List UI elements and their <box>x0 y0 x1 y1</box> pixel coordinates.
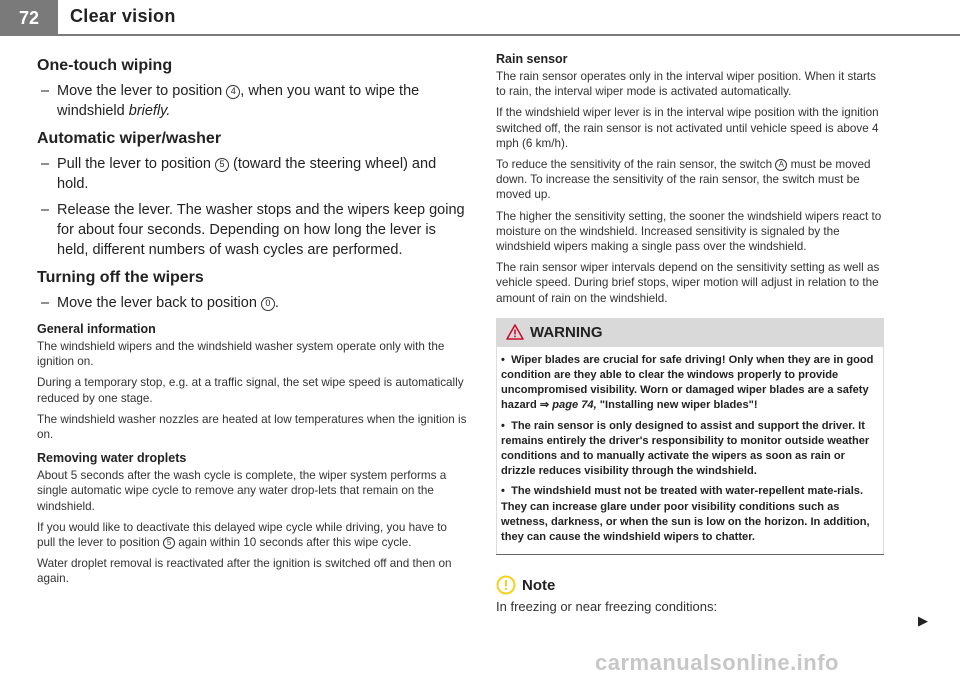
warning-body <box>496 347 884 554</box>
paragraph: About 5 seconds after the wash cycle is complete, the wiper system performs a single automatic wipe cycle to remove any water drop-lets that remain on the windshield. <box>37 469 447 513</box>
warning-bullet: • The rain sensor is only designed to assist and support the driver. It remains entirely the driver's responsibility to monitor outside weather conditions and to manually activate the wipers as soon as rain or drizzle reduces visibility through the windshield. <box>501 419 870 478</box>
page-number: 72 <box>0 0 58 36</box>
note-text: In freezing or near freezing conditions: <box>496 599 718 615</box>
paragraph-text: To reduce the sensitivity of the rain sensor, the switch <box>496 158 773 172</box>
list-item <box>37 81 467 121</box>
arrow-icon: ⇒ <box>539 399 550 412</box>
paragraph: Water droplet removal is reactivated after the ignition is switched off and then on again. <box>37 557 452 586</box>
paragraph-text: again within 10 seconds after this wipe cycle. <box>178 536 412 550</box>
note-header <box>496 575 886 595</box>
position-0-marker: 0 <box>261 297 275 311</box>
left-column <box>37 48 467 593</box>
warning-header <box>496 318 884 347</box>
one-touch-list <box>37 81 467 121</box>
warning-bullet: • The windshield must not be treated with water-repellent mate-rials. They can increase glare under poor visibility conditions such as wetness, darkness, or when the sun is low on the horizon. In addition, they can cause the windshield wipers to chatter. <box>501 485 870 544</box>
turning-off-list <box>37 293 467 313</box>
paragraph-text: must be moved down. To increase the sensitivity of the rain sensor, the switch must be moved up. <box>496 158 871 202</box>
item-emphasis: briefly. <box>128 103 171 119</box>
warning-box <box>496 318 884 555</box>
paragraph: The rain sensor wiper intervals depend on the sensitivity setting as well as vehicle speed. During brief stops, wiper motion will adjust in relation to the amount of rain on the windshield. <box>496 261 880 305</box>
warning-text: Wiper blades are crucial for safe driving! Only when they are in good condition are they able to clear the windows properly to provide uncompromised visibility. Worn or damaged wiper blades are a safety hazard <box>501 353 874 412</box>
list-item <box>37 154 467 194</box>
auto-wiper-list <box>37 154 467 260</box>
paragraph: The windshield washer nozzles are heated at low temperatures when the ignition is on. <box>37 412 467 442</box>
item-text: Move the lever back to position <box>57 295 257 311</box>
watermark: carmanualsonline.info <box>595 650 839 675</box>
item-text: (toward the steering wheel) and hold. <box>57 156 437 192</box>
position-5-marker: 5 <box>163 537 175 549</box>
paragraph <box>496 157 886 203</box>
heading-rain-sensor: Rain sensor <box>496 52 568 66</box>
section-title: Clear vision <box>70 6 176 26</box>
continue-arrow-icon: ▶ <box>918 613 928 628</box>
right-column <box>496 48 886 614</box>
note-exclamation-icon <box>496 575 516 595</box>
warning-text: The rain sensor is only designed to assist and support the driver. It remains entirely the driver's responsibility to monitor outside weather conditions and to manually activate the wipers as soon as rain or drizzle reduces visibility through the windshield. <box>501 419 870 478</box>
paragraph: The rain sensor operates only in the interval wiper position. When it starts to rain, the interval wiper mode is activated automatically. <box>496 70 877 99</box>
item-text: . <box>274 295 279 311</box>
heading-removing-droplets: Removing water droplets <box>37 451 187 466</box>
list-item <box>37 293 467 313</box>
warning-text: "Installing new wiper blades"! <box>599 399 758 412</box>
item-text: , when you want to wipe the windshield <box>57 83 420 119</box>
position-4-marker: 4 <box>226 85 240 99</box>
page-link[interactable]: page 74, <box>552 399 597 412</box>
switch-a-marker: A <box>775 159 787 171</box>
heading-automatic-wiper: Automatic wiper/washer <box>37 130 222 147</box>
warning-text: The windshield must not be treated with water-repellent mate-rials. They can increase glare under poor visibility conditions such as wetness, darkness, or when the sun is low on the horizon. In addition, they can cause the windshield wipers to chatter. <box>501 485 870 544</box>
paragraph: The higher the sensitivity setting, the sooner the windshield wipers react to moisture on the windshield. Increased sensitivity is signaled by the windshield wipers making a single pass over the windshield. <box>496 209 882 254</box>
paragraph-text: If you would like to deactivate this delayed wipe cycle while driving, you have to pull the lever to position <box>37 520 447 550</box>
note-title: Note <box>522 576 556 594</box>
list-item: – Release the lever. The washer stops and the wipers keep going for about four seconds. Depending on how long the lever is held, different numbers of wash cycles are performed. <box>37 200 467 260</box>
warning-title: WARNING <box>530 323 603 341</box>
paragraph: If the windshield wiper lever is in the interval wipe position with the ignition switched off, the rain sensor is not activated until vehicle speed is above 4 mph (6 km/h). <box>496 106 879 150</box>
item-text: Move the lever to position <box>57 83 223 99</box>
paragraph: The windshield wipers and the windshield washer system operate only with the ignition on. <box>37 340 445 369</box>
position-5-marker: 5 <box>215 158 229 172</box>
item-text: Pull the lever to position <box>57 156 211 172</box>
paragraph <box>37 520 467 550</box>
heading-general-information: General information <box>37 322 156 336</box>
warning-triangle-icon <box>506 324 524 340</box>
warning-bullet: • Wiper blades are crucial for safe driving! Only when they are in good condition are they able to clear the windows properly to provide uncompromised visibility. Worn or damaged wiper blades are a safety hazard ⇒ page 74, "Installing new wiper blades"! <box>501 353 874 412</box>
header-rule <box>0 34 960 36</box>
heading-turning-off: Turning off the wipers <box>37 269 204 286</box>
heading-one-touch: One-touch wiping <box>37 57 173 74</box>
paragraph: During a temporary stop, e.g. at a traffic signal, the set wipe speed is automatically reduced by one stage. <box>37 376 464 405</box>
